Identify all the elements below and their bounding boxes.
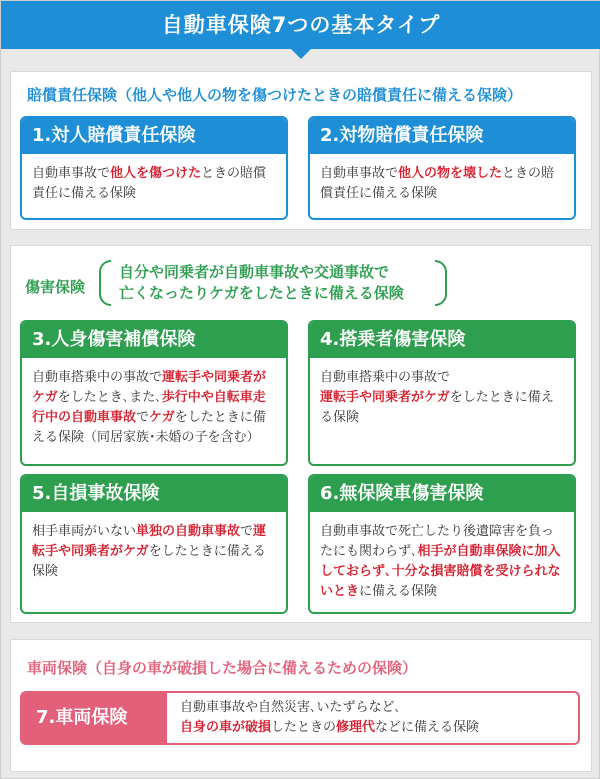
text: ときの賠償責任に備える保険	[32, 166, 267, 201]
card-heading: 3.人身傷害補償保険	[22, 322, 286, 358]
text: などに備える保険	[375, 720, 480, 735]
liability-section-title: 賠償責任保険（他人や他人の物を傷つけたときの賠償責任に備える保険）	[27, 86, 523, 104]
highlight-text: 運転手や同乗者がケガ	[32, 370, 267, 405]
text: をしたときに備える保険	[32, 544, 266, 579]
text: ときの賠償責任に備える保険	[320, 166, 555, 201]
right-bracket	[435, 260, 447, 306]
card-heading: 6.無保険車傷害保険	[310, 476, 574, 512]
injury-description	[119, 262, 404, 304]
highlight-text: 他人を傷つけた	[110, 166, 202, 181]
card-bodily-injury-liability	[20, 116, 288, 220]
card-heading: 1.対人賠償責任保険	[22, 118, 286, 154]
text: をしたときに備える保険（同居家族･未婚の子を含む）	[32, 410, 266, 445]
page-title: 自動車保険7つの基本タイプ	[161, 13, 441, 37]
vehicle-section-title: 車両保険（自身の車が破損した場合に備えるための保険）	[27, 659, 418, 677]
card-description	[310, 154, 574, 214]
liability-section	[10, 71, 592, 230]
highlight-text: 歩行中や自転車走行中の自動車事故	[32, 390, 266, 425]
text: をしたときに備える保険	[320, 390, 554, 425]
card-vehicle-insurance	[20, 691, 580, 745]
card-description	[22, 358, 286, 458]
card-heading: 7.車両保険	[22, 693, 167, 743]
card-description	[22, 512, 286, 592]
highlight-text: 相手が自動車保険に加入しておらず､十分な損害賠償を受けられないとき	[320, 544, 561, 599]
text: をしたとき､また､	[57, 390, 162, 405]
text: 自動車搭乗中の事故で	[320, 370, 451, 385]
highlight-text: 運転手や同乗者がケガ	[320, 390, 450, 405]
text: に備える保険	[359, 584, 438, 599]
header-pointer	[291, 49, 311, 59]
card-self-inflicted-accident	[20, 474, 288, 614]
text: したときの	[271, 720, 337, 735]
highlight-text: 単独の自動車事故	[136, 524, 241, 539]
text: 自動車事故や自然災害､いたずらなど､	[180, 700, 402, 715]
highlight-text: ケガ	[149, 410, 175, 425]
injury-description-bracket	[99, 260, 447, 306]
text: で	[136, 410, 150, 425]
highlight-text: 運転手や同乗者がケガ	[32, 524, 267, 559]
description-line: 自分や同乗者が自動車事故や交通事故で	[119, 263, 390, 281]
description-line: 亡くなったりケガをしたときに備える保険	[119, 284, 404, 302]
card-property-damage-liability	[308, 116, 576, 220]
left-bracket	[99, 260, 111, 306]
header-banner	[1, 1, 600, 49]
text: 自動車事故で	[32, 166, 111, 181]
card-description	[180, 698, 570, 738]
card-heading: 5.自損事故保険	[22, 476, 286, 512]
card-heading: 2.対物賠償責任保険	[310, 118, 574, 154]
card-description	[310, 512, 574, 612]
card-passenger-injury	[308, 320, 576, 466]
highlight-text: 自身の車が破損	[180, 720, 272, 735]
card-uninsured-motorist	[308, 474, 576, 614]
injury-section-label: 傷害保険	[25, 278, 86, 296]
card-description	[310, 358, 574, 438]
card-personal-injury-protection	[20, 320, 288, 466]
card-heading: 4.搭乗者傷害保険	[310, 322, 574, 358]
text: 自動車事故で死亡したり後遺障害を負ったにも関わらず､	[320, 524, 555, 559]
text: 自動車搭乗中の事故で	[32, 370, 163, 385]
highlight-text: 他人の物を壊した	[398, 166, 503, 181]
injury-section	[10, 245, 592, 623]
highlight-text: 修理代	[336, 720, 376, 735]
text: 相手車両がいない	[32, 524, 137, 539]
vehicle-section	[10, 639, 592, 772]
text: 自動車事故で	[320, 166, 399, 181]
text: で	[240, 524, 254, 539]
card-description	[22, 154, 286, 214]
